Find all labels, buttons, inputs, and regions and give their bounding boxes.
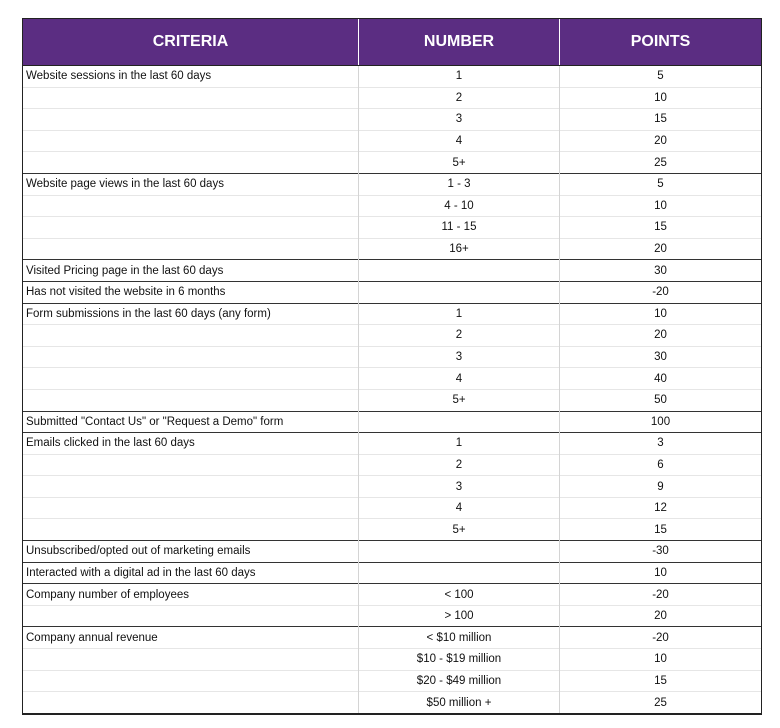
points-cell: 10 <box>560 195 762 217</box>
number-cell: 1 <box>359 433 560 455</box>
table-row <box>23 87 762 109</box>
points-cell: 20 <box>560 325 762 347</box>
table-row <box>23 173 762 195</box>
criteria-cell-empty <box>23 519 359 541</box>
points-cell: 10 <box>560 562 762 584</box>
points-cell: 40 <box>560 368 762 390</box>
table-row <box>23 238 762 260</box>
points-cell: 5 <box>560 66 762 88</box>
criteria-cell-empty <box>23 476 359 498</box>
points-cell: 3 <box>560 433 762 455</box>
points-cell: -20 <box>560 584 762 606</box>
number-cell: 4 <box>359 497 560 519</box>
table-row <box>23 411 762 433</box>
table-row <box>23 605 762 627</box>
number-cell: $10 - $19 million <box>359 649 560 671</box>
table-row <box>23 346 762 368</box>
number-cell: $50 million + <box>359 692 560 714</box>
points-column-header: POINTS <box>560 19 762 66</box>
criteria-cell: Form submissions in the last 60 days (any form) <box>23 303 359 325</box>
criteria-cell: Company number of employees <box>23 584 359 606</box>
points-cell: 15 <box>560 217 762 239</box>
table-row <box>23 368 762 390</box>
table-row <box>23 217 762 239</box>
number-cell: 1 <box>359 66 560 88</box>
criteria-cell-empty <box>23 152 359 174</box>
points-cell: 30 <box>560 260 762 282</box>
criteria-cell-empty <box>23 605 359 627</box>
table-row <box>23 109 762 131</box>
number-column-header: NUMBER <box>359 19 560 66</box>
criteria-cell: Website sessions in the last 60 days <box>23 66 359 88</box>
points-cell: 30 <box>560 346 762 368</box>
points-cell: 12 <box>560 497 762 519</box>
criteria-cell-empty <box>23 217 359 239</box>
lead-scoring-table <box>22 18 762 715</box>
number-cell: 5+ <box>359 152 560 174</box>
table-row <box>23 195 762 217</box>
number-cell <box>359 562 560 584</box>
number-cell <box>359 411 560 433</box>
points-cell: 10 <box>560 303 762 325</box>
table-row <box>23 692 762 714</box>
number-cell: 4 - 10 <box>359 195 560 217</box>
points-cell: 20 <box>560 238 762 260</box>
points-cell: 15 <box>560 519 762 541</box>
table-row <box>23 497 762 519</box>
criteria-cell: Company annual revenue <box>23 627 359 649</box>
number-cell: 4 <box>359 368 560 390</box>
table-row <box>23 670 762 692</box>
points-cell: 50 <box>560 389 762 411</box>
criteria-cell-empty <box>23 497 359 519</box>
criteria-cell: Emails clicked in the last 60 days <box>23 433 359 455</box>
number-cell: 1 <box>359 303 560 325</box>
criteria-cell-empty <box>23 692 359 714</box>
criteria-cell-empty <box>23 346 359 368</box>
points-cell: 5 <box>560 173 762 195</box>
criteria-cell-empty <box>23 195 359 217</box>
table-row <box>23 584 762 606</box>
table-row <box>23 389 762 411</box>
table-row <box>23 476 762 498</box>
criteria-cell-empty <box>23 670 359 692</box>
points-cell: -20 <box>560 627 762 649</box>
table-row <box>23 260 762 282</box>
points-cell: 25 <box>560 152 762 174</box>
number-cell: 11 - 15 <box>359 217 560 239</box>
points-cell: 6 <box>560 454 762 476</box>
criteria-cell-empty <box>23 325 359 347</box>
table-row <box>23 66 762 88</box>
criteria-cell: Website page views in the last 60 days <box>23 173 359 195</box>
criteria-cell-empty <box>23 238 359 260</box>
points-cell: 10 <box>560 87 762 109</box>
criteria-cell: Interacted with a digital ad in the last 60 days <box>23 562 359 584</box>
number-cell: < 100 <box>359 584 560 606</box>
table-row <box>23 627 762 649</box>
table-row <box>23 649 762 671</box>
number-cell: 1 - 3 <box>359 173 560 195</box>
number-cell: < $10 million <box>359 627 560 649</box>
table-row <box>23 130 762 152</box>
points-cell: -30 <box>560 541 762 563</box>
number-cell <box>359 281 560 303</box>
number-cell: 5+ <box>359 389 560 411</box>
points-cell: 9 <box>560 476 762 498</box>
table-body <box>23 66 762 714</box>
criteria-cell-empty <box>23 109 359 131</box>
table-row <box>23 562 762 584</box>
points-cell: -20 <box>560 281 762 303</box>
number-cell: 16+ <box>359 238 560 260</box>
number-cell: 3 <box>359 346 560 368</box>
table-row <box>23 541 762 563</box>
criteria-cell: Unsubscribed/opted out of marketing emails <box>23 541 359 563</box>
table-row <box>23 454 762 476</box>
points-cell: 20 <box>560 130 762 152</box>
criteria-cell: Visited Pricing page in the last 60 days <box>23 260 359 282</box>
criteria-cell: Submitted "Contact Us" or "Request a Demo" form <box>23 411 359 433</box>
criteria-cell-empty <box>23 454 359 476</box>
criteria-column-header: CRITERIA <box>23 19 359 66</box>
table-row <box>23 152 762 174</box>
number-cell: 3 <box>359 476 560 498</box>
table-row <box>23 433 762 455</box>
table-row <box>23 325 762 347</box>
table-row <box>23 281 762 303</box>
number-cell: 4 <box>359 130 560 152</box>
number-cell: $20 - $49 million <box>359 670 560 692</box>
header-row <box>23 19 762 66</box>
points-cell: 20 <box>560 605 762 627</box>
points-cell: 15 <box>560 670 762 692</box>
number-cell: > 100 <box>359 605 560 627</box>
number-cell: 5+ <box>359 519 560 541</box>
number-cell: 2 <box>359 325 560 347</box>
points-cell: 100 <box>560 411 762 433</box>
points-cell: 15 <box>560 109 762 131</box>
criteria-cell-empty <box>23 649 359 671</box>
number-cell: 3 <box>359 109 560 131</box>
points-cell: 25 <box>560 692 762 714</box>
criteria-cell-empty <box>23 130 359 152</box>
points-cell: 10 <box>560 649 762 671</box>
criteria-cell-empty <box>23 389 359 411</box>
criteria-cell-empty <box>23 368 359 390</box>
criteria-cell: Has not visited the website in 6 months <box>23 281 359 303</box>
table-row <box>23 303 762 325</box>
number-cell: 2 <box>359 454 560 476</box>
criteria-cell-empty <box>23 87 359 109</box>
number-cell <box>359 541 560 563</box>
number-cell <box>359 260 560 282</box>
table-row <box>23 519 762 541</box>
number-cell: 2 <box>359 87 560 109</box>
